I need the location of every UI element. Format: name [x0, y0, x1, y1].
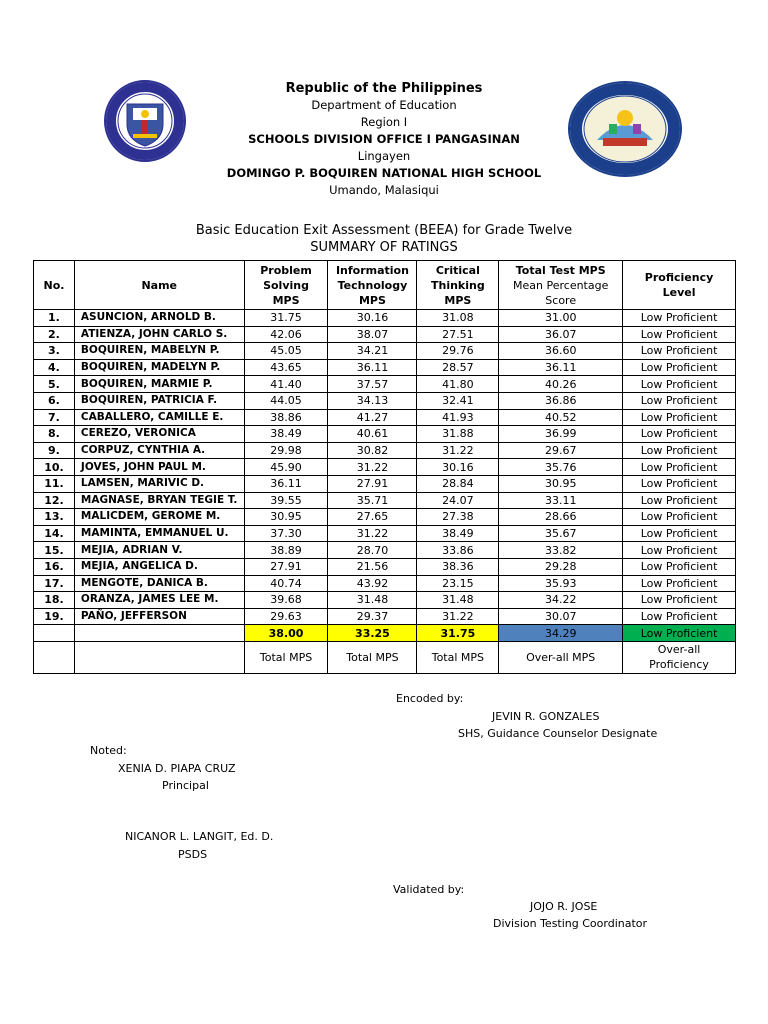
total-mps-cell: 40.26	[499, 376, 623, 393]
footer-it-label: Total MPS	[328, 641, 417, 673]
table-row	[34, 558, 736, 575]
header-text: Score	[545, 293, 577, 307]
student-name-cell: CABALLERO, CAMILLE E.	[74, 409, 244, 426]
information-technology-cell: 36.11	[328, 359, 417, 376]
student-name-cell: ORANZA, JAMES LEE M.	[74, 592, 244, 609]
information-technology-cell: 34.21	[328, 343, 417, 360]
total-mps-cell: 36.07	[499, 326, 623, 343]
information-technology-cell: 27.91	[328, 475, 417, 492]
problem-solving-cell: 39.55	[244, 492, 328, 509]
information-technology-cell: 31.22	[328, 525, 417, 542]
table-body	[34, 310, 736, 625]
critical-thinking-cell: 30.16	[417, 459, 499, 476]
overall-proficiency-cell: Low Proficient	[623, 625, 736, 642]
total-mps-cell: 36.11	[499, 359, 623, 376]
problem-solving-cell: 27.91	[244, 558, 328, 575]
proficiency-level-cell: Low Proficient	[623, 442, 736, 459]
information-technology-cell: 27.65	[328, 509, 417, 526]
footer-level-line: Over-all	[657, 643, 701, 657]
critical-thinking-cell: 29.76	[417, 343, 499, 360]
total-mps-cell: 30.07	[499, 608, 623, 625]
problem-solving-cell: 43.65	[244, 359, 328, 376]
noted-label: Noted:	[90, 744, 127, 757]
problem-solving-cell: 38.49	[244, 426, 328, 443]
header-text: Technology	[337, 278, 408, 292]
total-mps-cell: 30.95	[499, 475, 623, 492]
town-line: Lingayen	[357, 149, 411, 163]
row-number-cell: 7.	[34, 409, 75, 426]
row-number-cell: 19.	[34, 608, 75, 625]
total-mps-cell: 33.11	[499, 492, 623, 509]
proficiency-level-cell: Low Proficient	[623, 558, 736, 575]
table-row	[34, 376, 736, 393]
table-row	[34, 492, 736, 509]
footer-level-label	[623, 641, 736, 673]
header-text: Level	[662, 286, 696, 299]
title-line-2: SUMMARY OF RATINGS	[310, 240, 458, 255]
critical-thinking-cell: 28.57	[417, 359, 499, 376]
critical-thinking-cell: 24.07	[417, 492, 499, 509]
footer-level-line: Proficiency	[649, 658, 709, 672]
student-name-cell: JOVES, JOHN PAUL M.	[74, 459, 244, 476]
problem-solving-cell: 37.30	[244, 525, 328, 542]
critical-thinking-cell: 38.36	[417, 558, 499, 575]
information-technology-cell: 31.22	[328, 459, 417, 476]
table-row	[34, 426, 736, 443]
problem-solving-cell: 45.90	[244, 459, 328, 476]
problem-solving-cell: 39.68	[244, 592, 328, 609]
header-information-technology	[328, 261, 417, 310]
proficiency-level-cell: Low Proficient	[623, 525, 736, 542]
table-row	[34, 343, 736, 360]
information-technology-cell: 21.56	[328, 558, 417, 575]
table-row	[34, 442, 736, 459]
proficiency-level-cell: Low Proficient	[623, 542, 736, 559]
table-row	[34, 592, 736, 609]
school-address: Umando, Malasiqui	[329, 183, 439, 197]
table-header-row	[34, 261, 736, 310]
table-row	[34, 326, 736, 343]
information-technology-cell: 35.71	[328, 492, 417, 509]
encoder-name: JEVIN R. GONZALES	[492, 710, 600, 723]
total-mps-cell: 29.28	[499, 558, 623, 575]
proficiency-level-cell: Low Proficient	[623, 608, 736, 625]
header-total-test-mps	[499, 261, 623, 310]
row-number-cell: 2.	[34, 326, 75, 343]
row-number-cell: 16.	[34, 558, 75, 575]
sdo-pangasinan-logo	[567, 80, 683, 178]
header-problem-solving	[244, 261, 328, 310]
document-title	[84, 222, 684, 256]
total-mps-cell: 31.00	[499, 310, 623, 327]
row-number-cell: 5.	[34, 376, 75, 393]
table-row	[34, 359, 736, 376]
student-name-cell: MEJIA, ADRIAN V.	[74, 542, 244, 559]
problem-solving-cell: 29.63	[244, 608, 328, 625]
proficiency-level-cell: Low Proficient	[623, 475, 736, 492]
problem-solving-cell: 40.74	[244, 575, 328, 592]
row-number-cell: 3.	[34, 343, 75, 360]
header-text: Problem	[260, 263, 312, 277]
proficiency-level-cell: Low Proficient	[623, 575, 736, 592]
critical-thinking-cell: 31.48	[417, 592, 499, 609]
total-ct-cell: 31.75	[417, 625, 499, 642]
table-row	[34, 525, 736, 542]
header-text: MPS	[272, 293, 300, 307]
problem-solving-cell: 38.89	[244, 542, 328, 559]
header-text: Proficiency	[644, 271, 714, 284]
principal-name: XENIA D. PIAPA CRUZ	[118, 762, 236, 775]
critical-thinking-cell: 31.22	[417, 442, 499, 459]
information-technology-cell: 34.13	[328, 392, 417, 409]
row-number-cell: 17.	[34, 575, 75, 592]
footer-ps-label: Total MPS	[244, 641, 328, 673]
footer-row	[34, 641, 736, 673]
problem-solving-cell: 45.05	[244, 343, 328, 360]
footer-blank-name	[74, 641, 244, 673]
header-text: MPS	[444, 293, 472, 307]
row-number-cell: 6.	[34, 392, 75, 409]
problem-solving-cell: 30.95	[244, 509, 328, 526]
table-row	[34, 542, 736, 559]
critical-thinking-cell: 38.49	[417, 525, 499, 542]
proficiency-level-cell: Low Proficient	[623, 592, 736, 609]
header-no: No.	[34, 261, 75, 310]
row-number-cell: 18.	[34, 592, 75, 609]
information-technology-cell: 37.57	[328, 376, 417, 393]
row-number-cell: 10.	[34, 459, 75, 476]
problem-solving-cell: 36.11	[244, 475, 328, 492]
footer-total-label: Over-all MPS	[499, 641, 623, 673]
total-mps-cell: 36.86	[499, 392, 623, 409]
table-row	[34, 459, 736, 476]
row-number-cell: 4.	[34, 359, 75, 376]
critical-thinking-cell: 32.41	[417, 392, 499, 409]
row-number-cell: 11.	[34, 475, 75, 492]
student-name-cell: CEREZO, VERONICA	[74, 426, 244, 443]
principal-title: Principal	[162, 779, 209, 792]
critical-thinking-cell: 41.93	[417, 409, 499, 426]
department-line: Department of Education	[311, 98, 457, 112]
total-mps-cell: 35.76	[499, 459, 623, 476]
psds-title: PSDS	[178, 848, 208, 861]
problem-solving-cell: 29.98	[244, 442, 328, 459]
proficiency-level-cell: Low Proficient	[623, 459, 736, 476]
student-name-cell: BOQUIREN, MADELYN P.	[74, 359, 244, 376]
row-number-cell: 9.	[34, 442, 75, 459]
student-name-cell: BOQUIREN, PATRICIA F.	[74, 392, 244, 409]
information-technology-cell: 29.37	[328, 608, 417, 625]
row-number-cell: 15.	[34, 542, 75, 559]
footer-blank-no	[34, 641, 75, 673]
total-ps-cell: 38.00	[244, 625, 328, 642]
problem-solving-cell: 44.05	[244, 392, 328, 409]
total-mps-cell: 36.60	[499, 343, 623, 360]
proficiency-level-cell: Low Proficient	[623, 392, 736, 409]
table-row	[34, 310, 736, 327]
header-text: Mean Percentage	[513, 278, 609, 292]
student-name-cell: MAMINTA, EMMANUEL U.	[74, 525, 244, 542]
proficiency-level-cell: Low Proficient	[623, 326, 736, 343]
proficiency-level-cell: Low Proficient	[623, 376, 736, 393]
row-number-cell: 8.	[34, 426, 75, 443]
student-name-cell: MAGNASE, BRYAN TEGIE T.	[74, 492, 244, 509]
psds-name: NICANOR L. LANGIT, Ed. D.	[125, 830, 274, 843]
student-name-cell: LAMSEN, MARIVIC D.	[74, 475, 244, 492]
problem-solving-cell: 31.75	[244, 310, 328, 327]
student-name-cell: ASUNCION, ARNOLD B.	[74, 310, 244, 327]
overall-mps-cell: 34.29	[499, 625, 623, 642]
table-row	[34, 409, 736, 426]
table-row	[34, 509, 736, 526]
header-name: Name	[74, 261, 244, 310]
header-proficiency-level	[623, 261, 736, 310]
school-name: DOMINGO P. BOQUIREN NATIONAL HIGH SCHOOL	[226, 166, 542, 180]
table-row	[34, 392, 736, 409]
critical-thinking-cell: 31.08	[417, 310, 499, 327]
student-name-cell: CORPUZ, CYNTHIA A.	[74, 442, 244, 459]
row-number-cell: 1.	[34, 310, 75, 327]
table-row	[34, 475, 736, 492]
table-row	[34, 575, 736, 592]
proficiency-level-cell: Low Proficient	[623, 426, 736, 443]
problem-solving-cell: 41.40	[244, 376, 328, 393]
total-mps-cell: 35.93	[499, 575, 623, 592]
information-technology-cell: 30.16	[328, 310, 417, 327]
header-critical-thinking	[417, 261, 499, 310]
header-text: MPS	[358, 293, 386, 307]
proficiency-level-cell: Low Proficient	[623, 409, 736, 426]
information-technology-cell: 41.27	[328, 409, 417, 426]
critical-thinking-cell: 31.22	[417, 608, 499, 625]
row-number-cell: 13.	[34, 509, 75, 526]
encoded-by-label: Encoded by:	[396, 692, 464, 705]
problem-solving-cell: 38.86	[244, 409, 328, 426]
proficiency-level-cell: Low Proficient	[623, 359, 736, 376]
totals-row	[34, 625, 736, 642]
total-mps-cell: 35.67	[499, 525, 623, 542]
division-line: SCHOOLS DIVISION OFFICE I PANGASINAN	[248, 132, 520, 146]
totals-blank-name	[74, 625, 244, 642]
critical-thinking-cell: 27.51	[417, 326, 499, 343]
total-mps-cell: 34.22	[499, 592, 623, 609]
proficiency-level-cell: Low Proficient	[623, 509, 736, 526]
total-mps-cell: 40.52	[499, 409, 623, 426]
ratings-table	[33, 260, 736, 674]
totals-blank-no	[34, 625, 75, 642]
header-text: Information	[335, 263, 409, 277]
total-mps-cell: 28.66	[499, 509, 623, 526]
student-name-cell: MALICDEM, GEROME M.	[74, 509, 244, 526]
encoder-title: SHS, Guidance Counselor Designate	[458, 727, 658, 740]
footer-ct-label: Total MPS	[417, 641, 499, 673]
table-row	[34, 608, 736, 625]
critical-thinking-cell: 23.15	[417, 575, 499, 592]
critical-thinking-cell: 31.88	[417, 426, 499, 443]
proficiency-level-cell: Low Proficient	[623, 492, 736, 509]
header-text: Solving	[263, 278, 309, 292]
proficiency-level-cell: Low Proficient	[623, 310, 736, 327]
problem-solving-cell: 42.06	[244, 326, 328, 343]
letterhead	[184, 80, 584, 199]
critical-thinking-cell: 28.84	[417, 475, 499, 492]
validated-by-label: Validated by:	[393, 883, 465, 896]
validator-title: Division Testing Coordinator	[493, 917, 648, 930]
total-mps-cell: 36.99	[499, 426, 623, 443]
information-technology-cell: 40.61	[328, 426, 417, 443]
information-technology-cell: 28.70	[328, 542, 417, 559]
information-technology-cell: 30.82	[328, 442, 417, 459]
row-number-cell: 12.	[34, 492, 75, 509]
student-name-cell: BOQUIREN, MABELYN P.	[74, 343, 244, 360]
total-mps-cell: 29.67	[499, 442, 623, 459]
header-text: Total Test MPS	[515, 263, 606, 277]
information-technology-cell: 38.07	[328, 326, 417, 343]
student-name-cell: ATIENZA, JOHN CARLO S.	[74, 326, 244, 343]
proficiency-level-cell: Low Proficient	[623, 343, 736, 360]
republic-heading: Republic of the Philippines	[285, 81, 483, 96]
information-technology-cell: 31.48	[328, 592, 417, 609]
validator-name: JOJO R. JOSE	[530, 900, 598, 913]
region-line: Region I	[360, 115, 408, 129]
student-name-cell: MEJIA, ANGELICA D.	[74, 558, 244, 575]
header-text: Critical	[435, 263, 480, 277]
critical-thinking-cell: 27.38	[417, 509, 499, 526]
student-name-cell: MENGOTE, DANICA B.	[74, 575, 244, 592]
information-technology-cell: 43.92	[328, 575, 417, 592]
total-it-cell: 33.25	[328, 625, 417, 642]
student-name-cell: PAÑO, JEFFERSON	[74, 608, 244, 625]
total-mps-cell: 33.82	[499, 542, 623, 559]
critical-thinking-cell: 41.80	[417, 376, 499, 393]
header-text: Thinking	[431, 278, 485, 292]
student-name-cell: BOQUIREN, MARMIE P.	[74, 376, 244, 393]
title-line-1: Basic Education Exit Assessment (BEEA) for Grade Twelve	[195, 223, 573, 238]
critical-thinking-cell: 33.86	[417, 542, 499, 559]
row-number-cell: 14.	[34, 525, 75, 542]
